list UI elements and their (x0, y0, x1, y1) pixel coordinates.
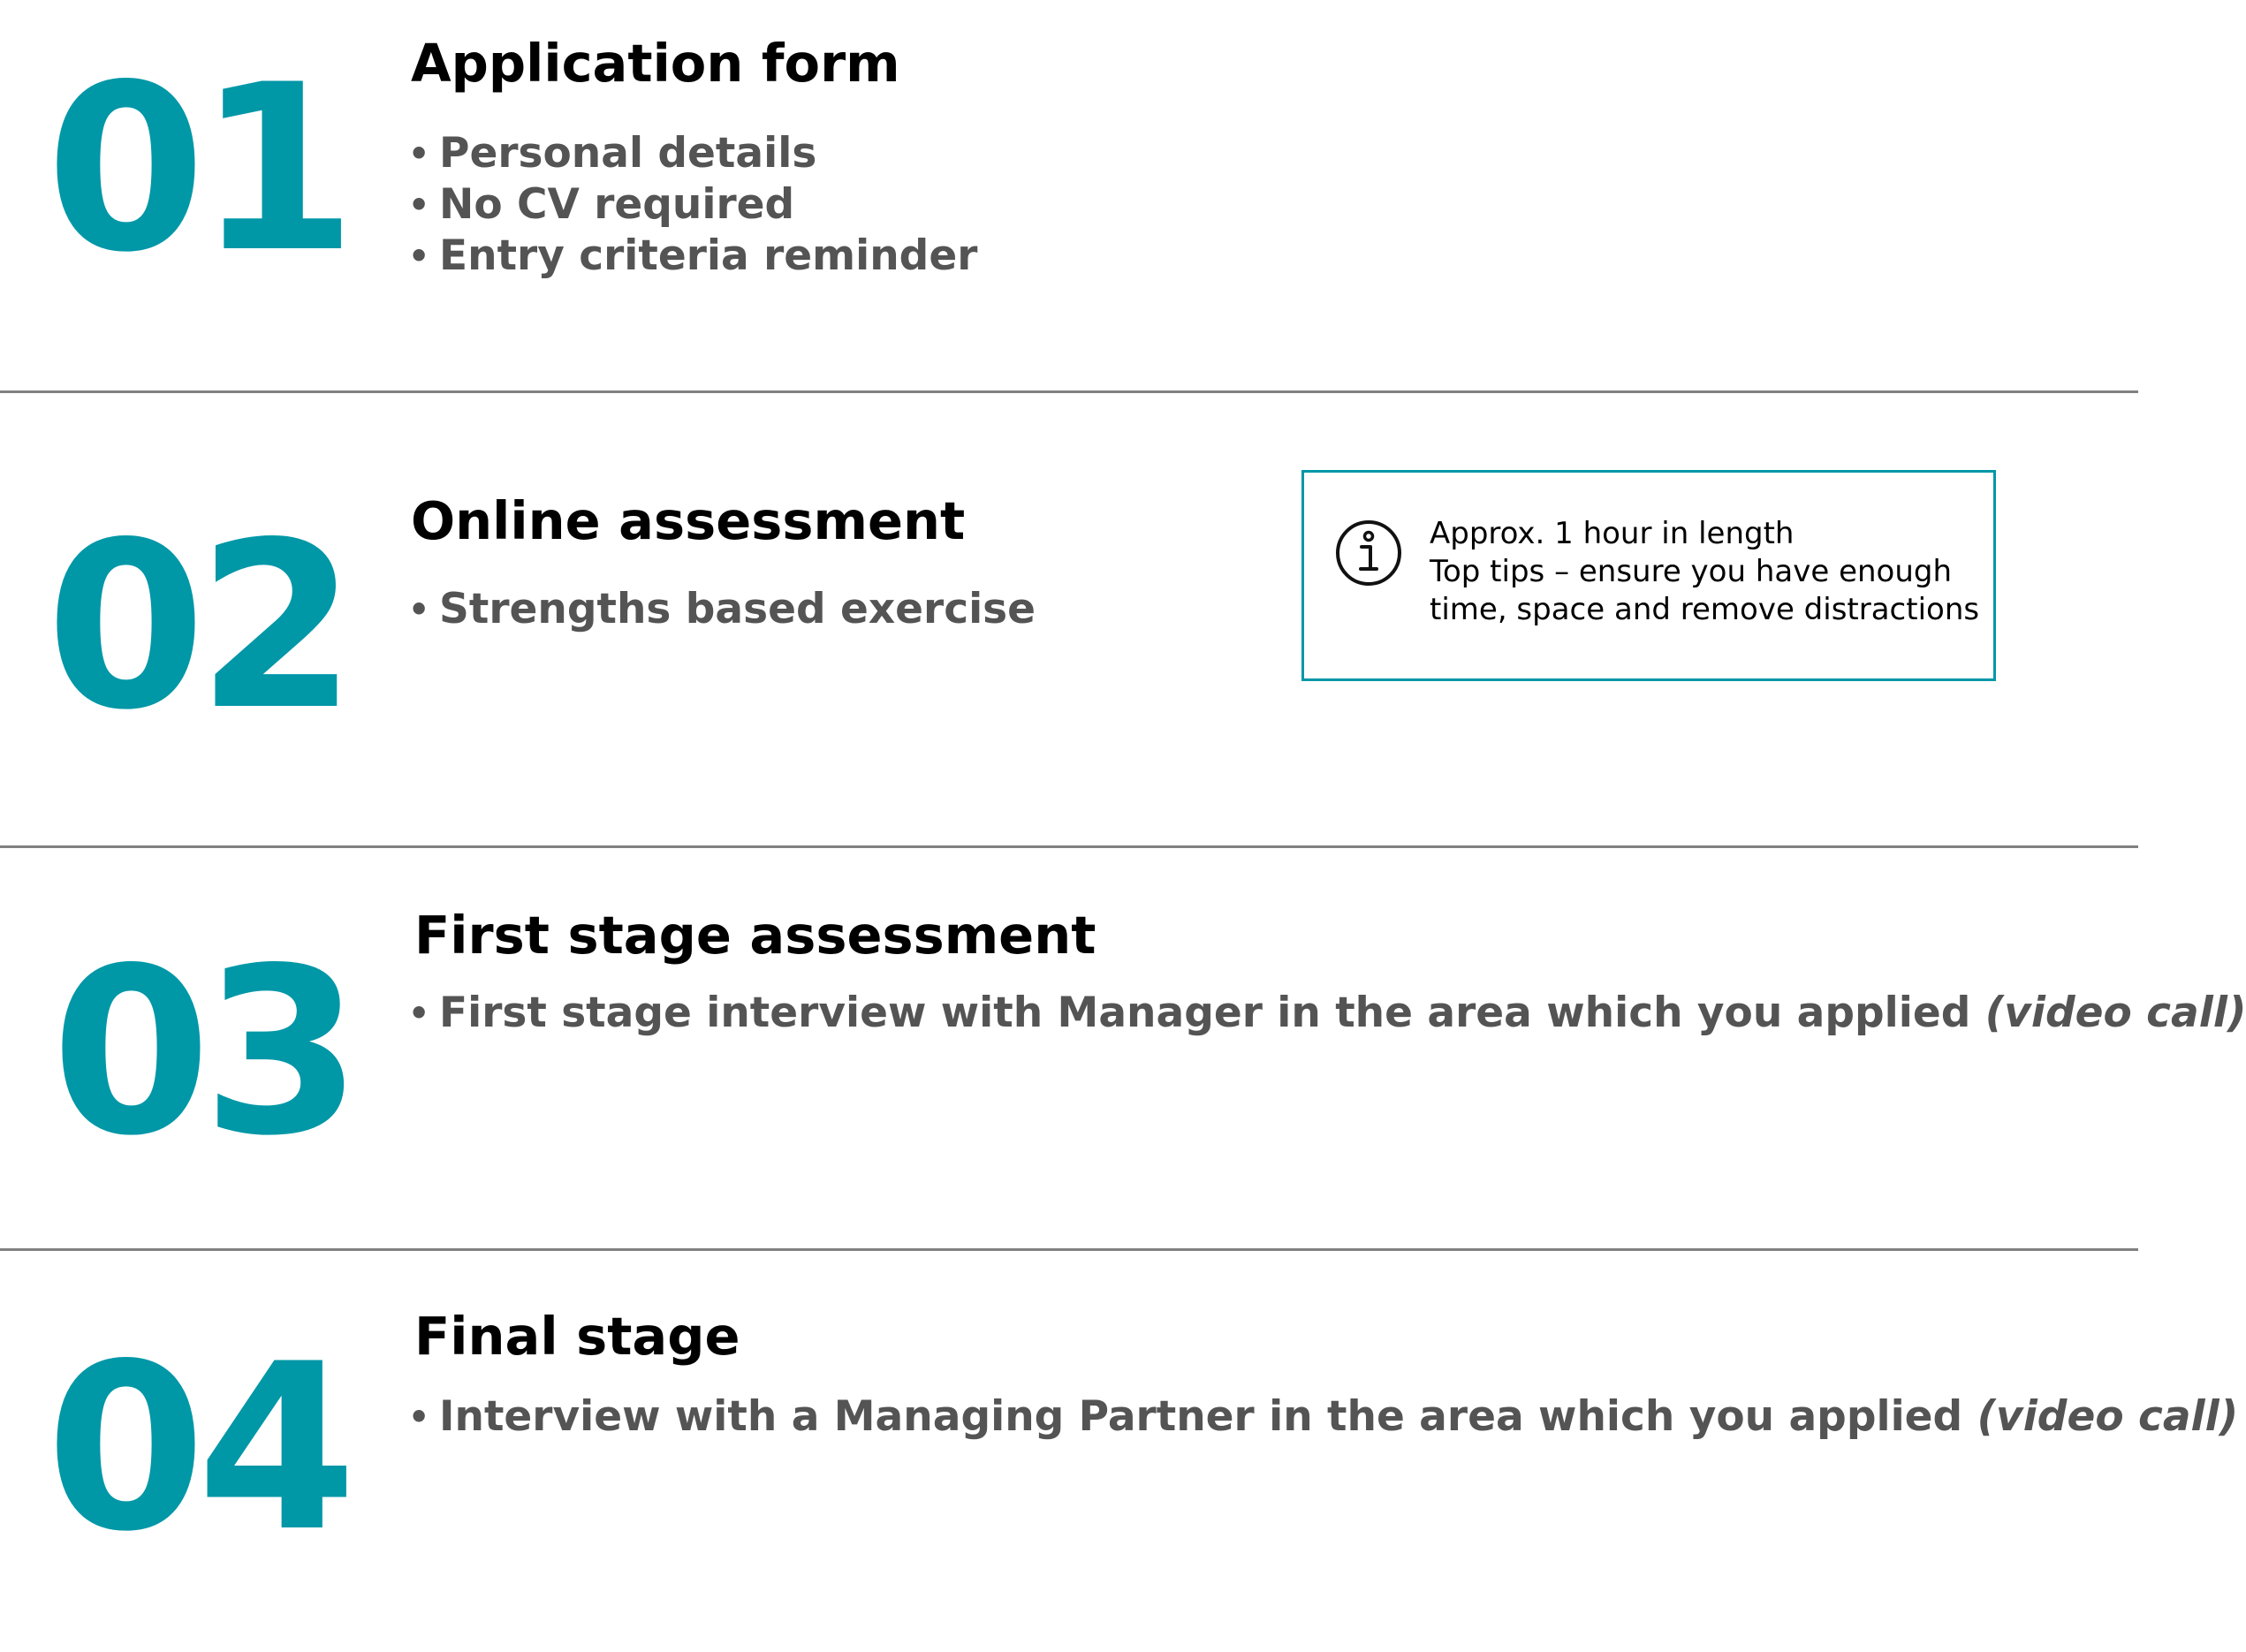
bullet-text: Entry criteria reminder (439, 231, 978, 280)
stage-number: 04 (46, 1315, 348, 1582)
info-icon (1334, 519, 1403, 587)
bullet-icon: • (408, 134, 430, 173)
bullet-text: Personal details (439, 129, 817, 178)
bullet-list (408, 584, 1036, 635)
bullet-list (408, 988, 2246, 1039)
bullet-list (408, 128, 977, 282)
bullet-emphasis: (video call) (1984, 989, 2246, 1037)
bullet-emphasis: (video call) (1977, 1392, 2239, 1441)
info-box (1301, 470, 1996, 681)
divider (0, 845, 2138, 848)
bullet-icon: • (408, 1398, 430, 1436)
bullet-text: Interview with a Managing Partner in the area which you applied (439, 1392, 1963, 1441)
list-item (408, 231, 977, 282)
stage-number: 01 (46, 36, 348, 303)
stage-title: Online assessment (411, 490, 966, 551)
divider (0, 390, 2138, 393)
info-line: time, space and remove distractions (1430, 592, 1980, 627)
divider (0, 1248, 2138, 1251)
info-text (1430, 515, 1979, 629)
list-item (408, 179, 977, 231)
bullet-text: First stage interview with Manager in the area which you applied (439, 989, 1971, 1037)
info-line: Approx. 1 hour in length (1430, 516, 1795, 551)
stage-number: 02 (46, 494, 348, 761)
bullet-icon: • (408, 237, 430, 276)
bullet-icon: • (408, 994, 430, 1033)
bullet-list (408, 1391, 2238, 1443)
stage-title: Application form (411, 33, 900, 94)
bullet-icon: • (408, 590, 430, 629)
stage-number: 03 (51, 920, 353, 1186)
list-item (408, 1391, 2238, 1443)
list-item (408, 584, 1036, 635)
stage-title: First stage assessment (414, 905, 1096, 966)
list-item (408, 988, 2246, 1039)
info-line: Top tips – ensure you have enough (1430, 554, 1953, 589)
bullet-icon: • (408, 186, 430, 224)
list-item (408, 128, 977, 179)
stage-title: Final stage (414, 1306, 740, 1367)
bullet-text: No CV required (439, 180, 795, 229)
bullet-text: Strengths based exercise (439, 585, 1036, 633)
